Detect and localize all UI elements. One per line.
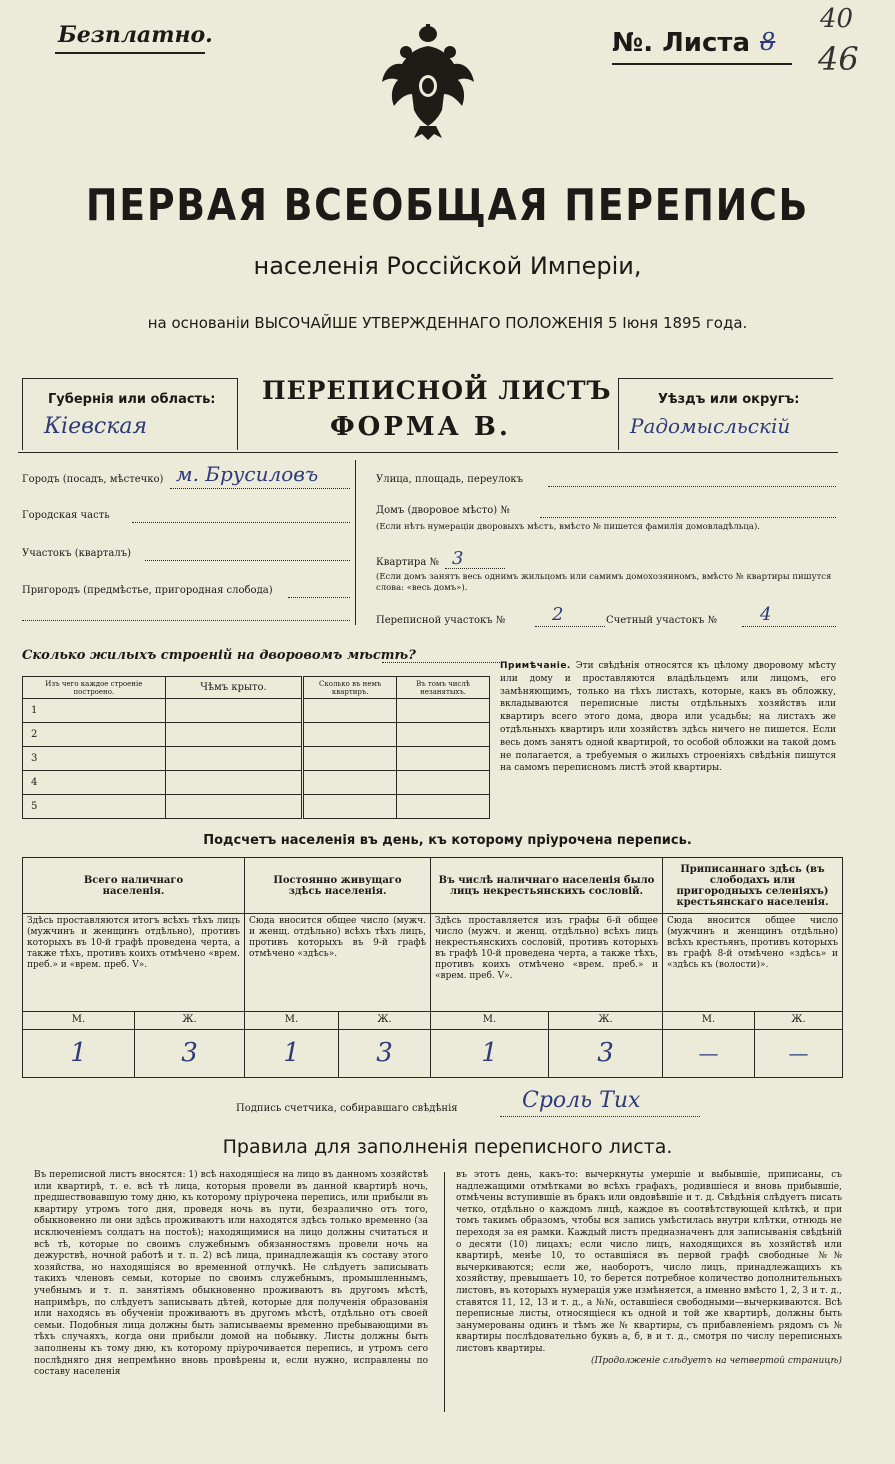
female-count: — [755,1030,843,1078]
male-count: 1 [431,1030,549,1078]
buildings-row-number: 2 [23,723,166,747]
rules-right-column [456,1170,842,1367]
population-col-desc: Здѣсь проставляется изъ графы 6-й общее число (мужч. и женщ. отдѣльно) всѣхъ лицъ некрестьянскихъ сословій, противъ которыхъ въ графѣ 10-й проведена черта, а также тѣхъ, противъ коихъ отмѣчено «врем. преб.» и «врем. преб. V». [431,914,663,1012]
city-part-label: Городская часть [22,510,110,521]
male-header: М. [431,1012,549,1030]
buildings-row-number: 5 [23,795,166,819]
buildings-question: Сколько жилыхъ строеній на дворовомъ мѣстѣ? [22,648,416,663]
buildings-header-material: Изъ чего каждое строеніе построено. [23,677,166,699]
buildings-note-title: Примѣчаніе. [500,661,571,671]
house-label: Домъ (дворовое мѣсто) № [376,505,510,516]
house-note: (Если нѣтъ нумераціи дворовыхъ мѣстъ, вмѣсто № пишется фамилія домовладѣльца). [376,522,760,532]
female-header: Ж. [549,1012,663,1030]
signature-value: Сроль Тих [522,1088,641,1113]
buildings-note [500,660,836,775]
gubernia-value: Кіевская [44,414,148,439]
rules-title: Правила для заполненія переписного листа. [222,1136,673,1158]
female-count: 3 [549,1030,663,1078]
buildings-header-roof: Чѣмъ крыто. [165,677,303,699]
population-table [22,857,843,1078]
census-district-label: Переписной участокъ № [376,615,506,626]
buildings-row-number: 1 [23,699,166,723]
apartment-value: 3 [452,548,464,569]
rules-continued: (Продолженіе слѣдуетъ на четвертой страницѣ) [590,1355,842,1366]
population-col-header: Въ числѣ наличнаго населенія было лицъ некрестьянскихъ сословій. [431,858,663,914]
female-header: Ж. [339,1012,431,1030]
district-label: Участокъ (кварталъ) [22,548,131,559]
population-col-desc: Сюда вносится общее число (мужч. и женщ. отдѣльно) всѣхъ тѣхъ лицъ, противъ которыхъ въ 9-й графѣ отмѣчено «здѣсь». [245,914,431,1012]
rules-left-column: Въ переписной листъ вносятся: 1) всѣ находящіеся на лицо въ данномъ хозяйствѣ или квартирѣ, т. е. всѣ тѣ лица, которыя провели въ данной квартирѣ ночь, предшествовавшую тому дню, къ которому пріурочена перепись, или прибыли въ квартиру утромъ того дня, проведя ночь въ пути, безразлично отъ того, обыкновенно ли они здѣсь проживаютъ или находятся здѣсь только временно (за исключеніемъ солдатъ на постоѣ); находящимися на лицо должны считаться и всѣ тѣ, которые по своимъ служебнымъ обязанностямъ провели ночь на дежурствѣ, ночной работѣ и т. п. 2) всѣ лица, принадлежащія къ составу этого хозяйства, но находящіяся во временной отлучкѣ. Не слѣдуетъ записывать такихъ членовъ семьи, которые по своимъ служебнымъ, промышленнымъ, учебнымъ и т. п. занятіямъ обыкновенно проживаютъ въ другомъ мѣстѣ, напримѣръ, по слѣдуетъ записывать дѣтей, которые для полученія образованія или находясь въ обученіи проживаютъ въ другомъ мѣстѣ, отдѣльно отъ своей семьи. Подобныя лица должны быть записываемы временно пребывающими въ тѣхъ случаяхъ, когда они прибыли домой на побывку. Листы должны быть заполнены къ тому дню, къ которому пріурочивается перепись, и утромъ сего послѣдняго дня непремѣнно вновь провѣрены и, если нужно, исправлены по составу населенія [34,1170,428,1378]
census-district-value: 2 [552,604,564,625]
count-district-value: 4 [760,604,772,625]
apartment-label: Квартира № [376,557,439,568]
buildings-header-vacant: Въ томъ числѣ незанятыхъ. [397,677,490,699]
female-count: 3 [135,1030,245,1078]
corner-number-top: 40 [820,4,854,34]
female-count: 3 [339,1030,431,1078]
male-count: — [663,1030,755,1078]
corner-number-bottom: 46 [818,40,859,78]
suburb-label: Пригородъ (предмѣстье, пригородная слобода) [22,585,273,596]
rules-right-text: въ этотъ день, какъ-то: вычеркнуты умершіе и выбывшіе, приписаны, съ надлежащими отмѣтками во всѣхъ графахъ, родившіеся и вновь прибывшіе, отмѣчены вступившіе въ бракъ или овдовѣвшіе и т. д. Свѣдѣнія слѣдуетъ писать четко, отдѣльно о каждомъ лицѣ, каждое въ соотвѣтствующей клѣткѣ, и при томъ такимъ образомъ, чтобы вся запись умѣстилась внутри клѣтки, отнюдь не переходя за ея рамки. Каждый листъ предназначенъ для записыванія свѣдѣній о десяти (10) лицахъ; если число лицъ, находящихся въ хозяйствѣ или квартирѣ, менѣе 10, то оставшіяся въ первой графѣ свободные №№ вычеркиваются; если же, наоборотъ, число лицъ, принадлежащихъ къ хозяйству, превышаетъ 10, то берется потребное количество дополнительныхъ листовъ, въ которыхъ нумерація уже измѣняется, а именно вмѣсто 1, 2, 3 и т. д., ставятся 11, 12, 13 и т. д., а №№, оставшіеся свободными—вычеркиваются. Всѣ переписные листы, относящіеся къ одной и той же квартирѣ, должны быть занумерованы одинъ и тѣмъ же № квартиры, съ прибавленіемъ рядомъ съ № квартиры послѣдовательно буквъ а, б, в и т. д., смотря по числу переписныхъ листовъ квартиры. [456,1170,842,1354]
city-label: Городъ (посадъ, мѣстечко) [22,474,164,485]
population-col-desc: Здѣсь проставляются итогъ всѣхъ тѣхъ лицъ (мужчинъ и женщинъ отдѣльно), противъ которыхъ въ 10-й графѣ проведена черта, а также тѣхъ, противъ коихъ отмѣчено «врем. преб.» и «врем. преб. V». [23,914,245,1012]
basis-line: на основаніи ВЫСОЧАЙШЕ УТВЕРЖДЕННАГО ПОЛОЖЕНІЯ 5 Іюня 1895 года. [147,314,748,332]
city-value: м. Брусиловъ [176,462,319,486]
main-title: ПЕРВАЯ ВСЕОБЩАЯ ПЕРЕПИСЬ [85,180,810,231]
street-label: Улица, площадь, переулокъ [376,474,524,485]
male-header: М. [245,1012,339,1030]
female-header: Ж. [135,1012,245,1030]
male-header: М. [663,1012,755,1030]
female-header: Ж. [755,1012,843,1030]
population-col-header: Приписаннаго здѣсь (въ слободахъ или пригородныхъ селеніяхъ) крестьянскаго населенія. [663,858,843,914]
male-header: М. [23,1012,135,1030]
population-col-header: Всего наличнаго населенія. [23,858,245,914]
population-title: Подсчетъ населенія въ день, къ которому пріурочена перепись. [203,833,692,848]
male-count: 1 [245,1030,339,1078]
signature-label: Подпись счетчика, собиравшаго свѣдѣнія [236,1103,458,1114]
uezd-label: Уѣздъ или округъ: [658,392,800,407]
buildings-row-number: 3 [23,747,166,771]
uezd-value: Радомысльскій [630,414,791,438]
population-col-header: Постоянно живущаго здѣсь населенія. [245,858,431,914]
buildings-row-number: 4 [23,771,166,795]
sheet-title: ПЕРЕПИСНОЙ ЛИСТЪ [262,376,612,405]
buildings-note-text: Эти свѣдѣнія относятся къ цѣлому дворовому мѣсту или дому и проставляются владѣльцемъ или лицомъ, его замѣняющимъ, только на тѣхъ листахъ, которые, какъ въ обложку, вкладываются переписные листы отдѣльныхъ хозяйствъ или квартиръ всего этого дома, двора или усадьбы; на листахъ же отдѣльныхъ квартиръ или хозяйствъ здѣсь ничего не пишется. Если весь домъ занятъ одной квартирой, то особой обложки на такой домъ не полагается, а требуемыя о жилыхъ строеніяхъ свѣдѣнія пишутся на самомъ переписномъ листѣ этой квартиры. [500,661,836,774]
buildings-header-apartments: Сколько въ немъ квартиръ. [303,677,397,699]
free-label: Безплатно. [58,22,213,48]
population-col-desc: Сюда вносится общее число (мужчинъ и женщинъ отдѣльно) всѣхъ крестьянъ, противъ которыхъ въ графѣ 8-й отмѣчено «здѣсь» и «здѣсь къ (волости)». [663,914,843,1012]
gubernia-label: Губернія или область: [48,392,216,407]
male-count: 1 [23,1030,135,1078]
sheet-number-value: 8 [760,28,776,56]
count-district-label: Счетный участокъ № [606,615,718,626]
buildings-table [22,676,490,819]
sheet-number-label: №. Листа [612,28,751,58]
imperial-eagle-emblem [378,22,478,142]
apartment-note: (Если домъ занятъ весь однимъ жильцомъ или самимъ домохозяиномъ, вмѣсто № квартиры пишутся слова: «весь домъ»). [376,572,832,593]
subtitle: населенія Россійской Имперіи, [253,252,642,280]
form-name: ФОРМА В. [330,412,511,442]
